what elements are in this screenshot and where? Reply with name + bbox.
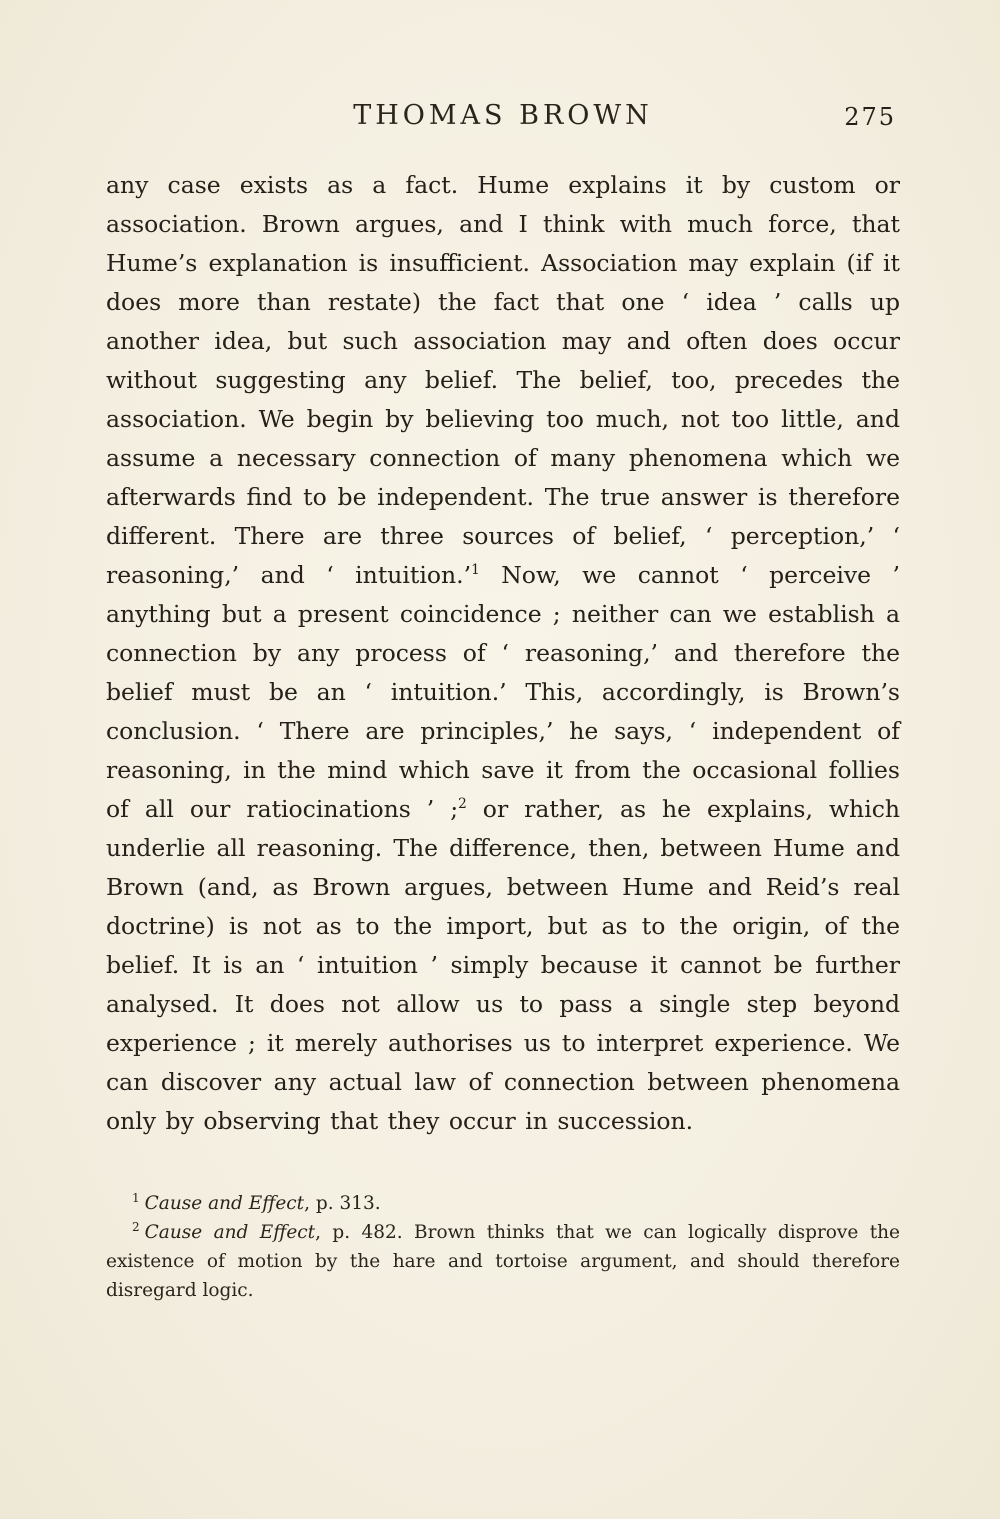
page-header xyxy=(106,100,900,144)
footnote-2-text: , p. 482. Brown thinks that we can logically disprove the existence of motion by the hare and tortoise argument, and should therefore disregard logic. xyxy=(106,1222,900,1301)
body-text-segment-2: Now, we cannot ‘ perceive ’ anything but a present coincidence ; neither can we establish a connection by any process of ‘ reasoning,’ and therefore the belief must be an ‘ intuition.’ This, accordingly, is Brown’s conclusion. ‘ There are principles,’ he says, ‘ independent of reasoning, in the mind which save it from the occasional follies of all our ratiocinations ’ ; xyxy=(106,561,901,823)
footnote-2-work-title: Cause and Effect xyxy=(144,1222,316,1243)
body-text-segment-3: or rather, as he explains, which underlie all reasoning. The difference, then, between Hume and Brown (and, as Brown argues, between Hume and Reid’s real doctrine) is not as to the import, but as to the origin, of the belief. It is an ‘ intuition ’ simply because it cannot be further analysed. It does not allow us to pass a single step beyond experience ; it merely authorises us to interpret experience. We can discover any actual law of connection between phenomena only by observing that they occur in succession. xyxy=(106,795,901,1135)
footnote-ref-1: 1 xyxy=(471,562,480,579)
footnote-1 xyxy=(106,1189,900,1218)
body-paragraph xyxy=(106,166,900,1141)
footnote-2 xyxy=(106,1218,900,1305)
footnote-1-text: , p. 313. xyxy=(304,1193,381,1214)
footnote-1-marker: 1 xyxy=(132,1190,140,1205)
footnotes-section xyxy=(106,1189,900,1305)
footnote-2-marker: 2 xyxy=(132,1219,140,1234)
page-number: 275 xyxy=(844,103,896,131)
footnote-ref-2: 2 xyxy=(458,796,467,813)
footnote-1-work-title: Cause and Effect xyxy=(144,1193,305,1214)
page-title: THOMAS BROWN xyxy=(353,100,653,131)
body-text-segment-1: any case exists as a fact. Hume explains it by custom or association. Brown argues, and I think with much force, that Hume’s explanation is insufficient. Association may explain (if it does more than restate) the fact that one ‘ idea ’ calls up another idea, but such association may and often does occur without suggesting any belief. The belief, too, precedes the association. We begin by believing too much, not too little, and assume a necessary connection of many phenomena which we afterwards find to be independent. The true answer is therefore different. There are three sources of belief, ‘ perception,’ ‘ reasoning,’ and ‘ intuition.’ xyxy=(106,171,900,589)
